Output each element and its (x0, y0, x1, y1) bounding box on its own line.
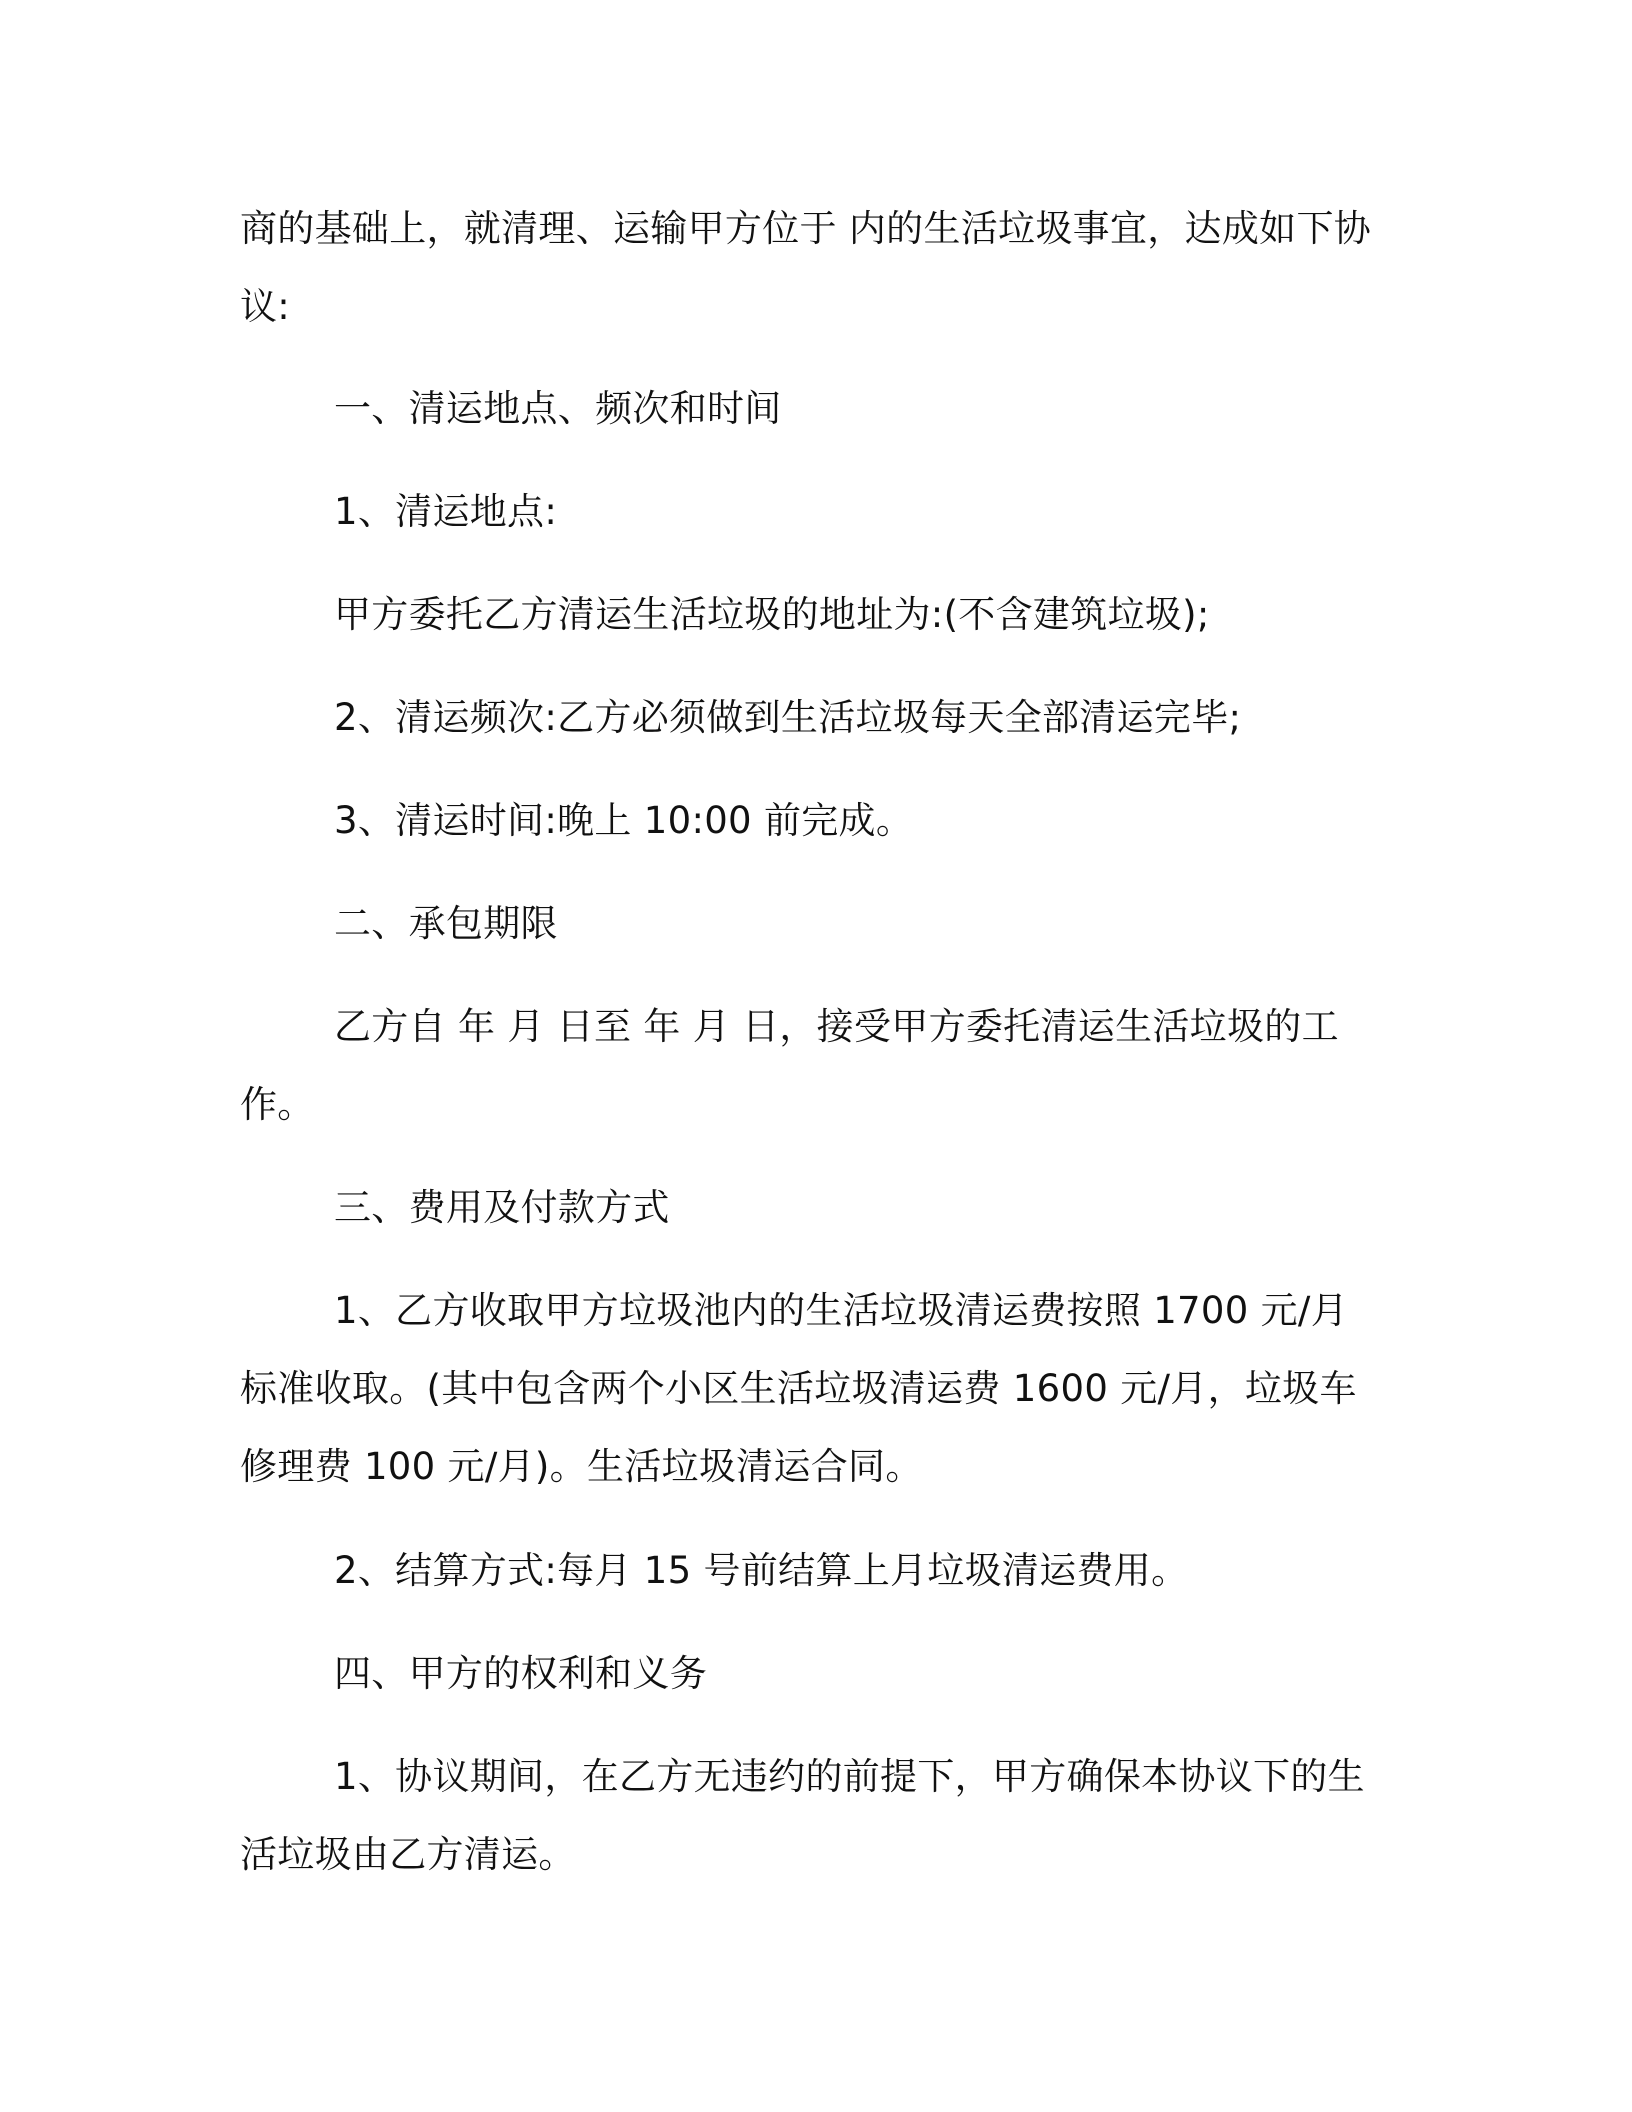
contract-period-text: 乙方自 年 月 日至 年 月 日，接受甲方委托清运生活垃圾的工作。 (240, 1005, 1339, 1126)
fee-clause: 1、乙方收取甲方垃圾池内的生活垃圾清运费按照 1700 元/月标准收取。(其中包含两个小区生活垃圾清运费 1600 元/月，垃圾车修理费 100 元/月)。生活垃圾清运合同。 (240, 1289, 1357, 1488)
clause-location-heading: 1、清运地点: (334, 490, 558, 533)
settlement-clause: 2、结算方式:每月 15 号前结算上月垃圾清运费用。 (334, 1549, 1189, 1592)
paragraph-intro: 商的基础上，就清理、运输甲方位于 内的生活垃圾事宜，达成如下协议: (240, 207, 1372, 328)
section-heading-1: 一、清运地点、频次和时间 (334, 387, 782, 430)
clause-frequency: 2、清运频次:乙方必须做到生活垃圾每天全部清运完毕; (334, 696, 1242, 739)
party-a-obligation-clause: 1、协议期间，在乙方无违约的前提下，甲方确保本协议下的生活垃圾由乙方清运。 (240, 1755, 1365, 1876)
section-heading-3: 三、费用及付款方式 (334, 1186, 670, 1229)
section-heading-2: 二、承包期限 (334, 902, 558, 945)
clause-location-text: 甲方委托乙方清运生活垃圾的地址为:(不含建筑垃圾); (334, 593, 1210, 636)
document-body (240, 190, 1380, 1894)
clause-time: 3、清运时间:晚上 10:00 前完成。 (334, 799, 914, 842)
section-heading-4: 四、甲方的权利和义务 (334, 1652, 707, 1695)
